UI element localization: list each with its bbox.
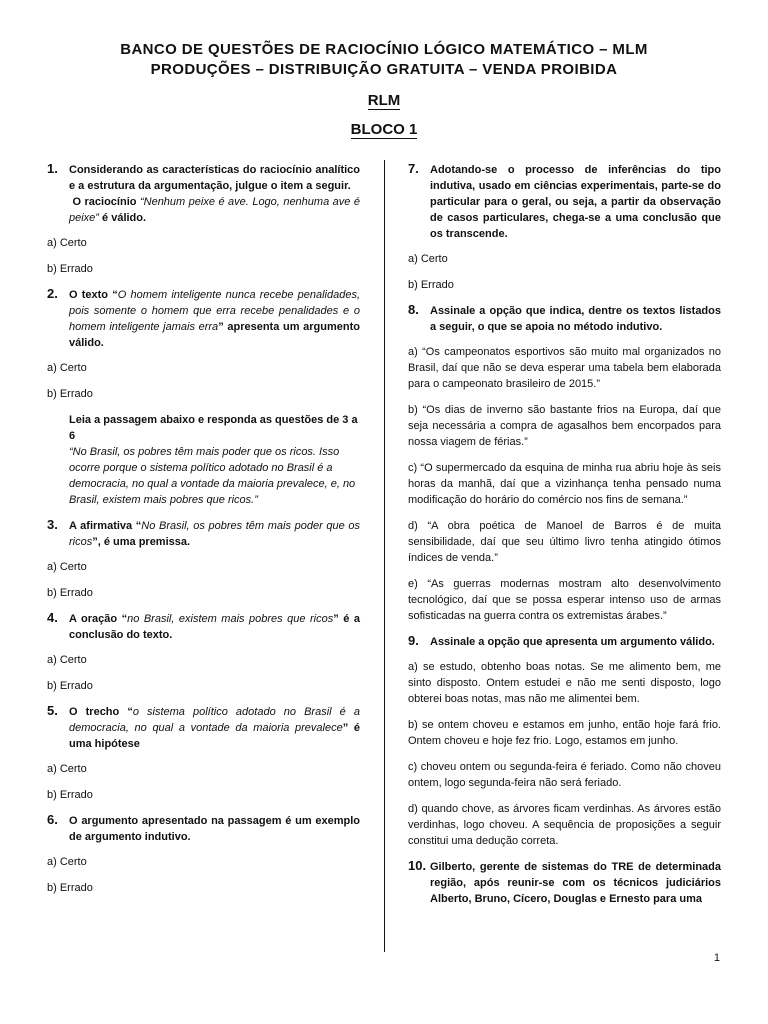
option-certo: a) Certo: [47, 561, 87, 573]
q9-option-d: d) quando chove, as árvores ficam verdinhas. As árvores estão verdinhas, logo choveu. A sequência de proposições a seguir constitui uma dedução correta.: [408, 803, 721, 847]
passage-lead: Leia a passagem abaixo e responda as questões de 3 a 6: [69, 414, 358, 442]
q9-option-b: b) se ontem choveu e estamos em junho, então hoje fará frio. Ontem choveu e hoje fez frio. Logo, estamos em junho.: [408, 719, 721, 747]
q9-option-a: a) se estudo, obtenho boas notas. Se me alimento bem, me sinto disposto. Ontem estudei e não me senti disposto, logo obterei boas notas, mas não me alimentei bem.: [408, 661, 721, 705]
option-errado: b) Errado: [408, 279, 454, 291]
q9-option-c: c) choveu ontem ou segunda-feira é feriado. Como não choveu ontem, logo segunda-feira não será feriado.: [408, 761, 721, 789]
option-errado: b) Errado: [47, 789, 93, 801]
q8-option-c: c) “O supermercado da esquina de minha rua abriu hoje às seis horas da manhã, daí que a vizinhança tenha pensado numa modificação do horário do comércio nos fins de semana.”: [408, 462, 721, 506]
question-5: 5. O trecho “o sistema político adotado no Brasil é a democracia, no qual a vontade da maioria prevalece” é uma hipótese: [47, 703, 360, 750]
option-certo: a) Certo: [47, 763, 87, 775]
subject-heading: RLM: [367, 92, 401, 109]
question-3: 3. A afirmativa “No Brasil, os pobres têm mais poder que os ricos”, é uma premissa.: [47, 517, 360, 548]
q8-option-a: a) “Os campeonatos esportivos são muito mal organizados no Brasil, daí que não se deva esperar uma tabela bem elaborada para o campeonato brasileiro de 2015.”: [408, 346, 721, 390]
question-10: 10. Gilberto, gerente de sistemas do TRE de determinada região, após reunir-se com os técnicos judiciários Alberto, Bruno, Cícero, Douglas e Ernesto para uma: [408, 858, 721, 905]
option-certo: a) Certo: [408, 253, 448, 265]
option-certo: a) Certo: [47, 237, 87, 249]
question-7: 7. Adotando-se o processo de inferências do tipo indutiva, usado em ciências experimentais, parte-se do particular para o geral, ou seja, a partir da observação de casos particulares, chega-se a uma conclusão que os transcende.: [408, 161, 721, 240]
option-errado: b) Errado: [47, 263, 93, 275]
question-4: 4. A oração “no Brasil, existem mais pobres que ricos” é a conclusão do texto.: [47, 610, 360, 641]
page-header: [0, 40, 768, 138]
option-certo: a) Certo: [47, 362, 87, 374]
question-9: 9. Assinale a opção que apresenta um argumento válido.: [408, 633, 715, 648]
block-heading: BLOCO 1: [350, 121, 418, 138]
q8-option-d: d) “A obra poética de Manoel de Barros é de muita sensibilidade, daí que seu último livro tenha atingido ótimos índices de venda.”: [408, 520, 721, 564]
option-certo: a) Certo: [47, 856, 87, 868]
question-2: 2. O texto “O homem inteligente nunca recebe penalidades, pois somente o homem que erra recebe penalidades e o homem inteligente jamais erra” apresenta um argumento válido.: [47, 286, 361, 349]
question-1: 1. Considerando as características do raciocínio analítico e a estrutura da argumentação, julgue o item a seguir. O raciocínio “Nenhum peixe é ave. Logo, nenhuma ave é peixe” é válido.: [47, 161, 360, 224]
option-errado: b) Errado: [47, 587, 93, 599]
option-certo: a) Certo: [47, 654, 87, 666]
passage-text: “No Brasil, os pobres têm mais poder que os ricos. Isso ocorre porque o sistema político adotado no Brasil é a democracia, no qual a vontade da maioria prevalece, e, no Brasil, existem mais pobres que ricos.”: [69, 446, 356, 506]
header-title-line1: BANCO DE QUESTÕES DE RACIOCÍNIO LÓGICO MATEMÁTICO – MLM: [120, 41, 648, 58]
option-errado: b) Errado: [47, 680, 93, 692]
column-divider: [384, 160, 385, 952]
passage: [47, 412, 360, 508]
page-number: 1: [713, 952, 720, 964]
question-8: 8. Assinale a opção que indica, dentre os textos listados a seguir, o que se apoia no método indutivo.: [408, 302, 721, 333]
q8-option-b: b) “Os dias de inverno são bastante frios na Europa, daí que seja necessária a compra de agasalhos bem encorpados para nossa viagem de férias.”: [408, 404, 721, 448]
q8-option-e: e) “As guerras modernas mostram alto desenvolvimento tecnológico, daí que se possa esperar intenso uso de armas sofisticadas na guerra contra os extremistas árabes.”: [408, 578, 721, 622]
right-column: [408, 162, 721, 916]
question-6: 6. O argumento apresentado na passagem é um exemplo de argumento indutivo.: [47, 812, 360, 843]
option-errado: b) Errado: [47, 882, 93, 894]
option-errado: b) Errado: [47, 388, 93, 400]
left-column: [47, 162, 360, 906]
header-title-line2: PRODUÇÕES – DISTRIBUIÇÃO GRATUITA – VENDA PROIBIDA: [150, 61, 618, 78]
